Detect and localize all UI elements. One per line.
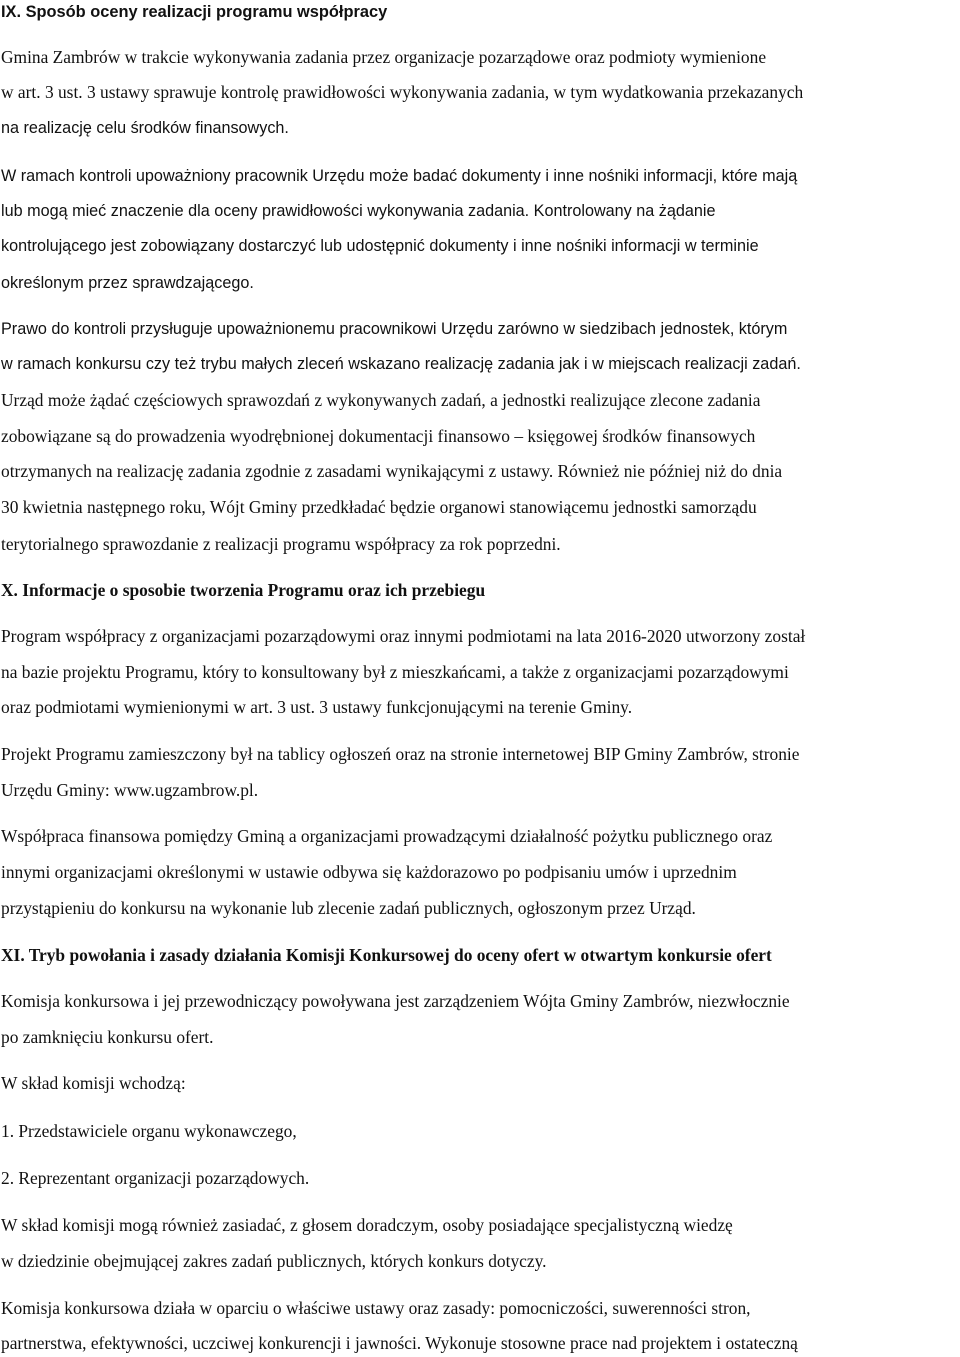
paragraph-line: w dziedzinie obejmującej zakres zadań publicznych, których konkurs dotyczy.: [1, 1251, 547, 1271]
paragraph-line: Współpraca finansowa pomiędzy Gminą a organizacjami prowadzącymi działalność pożytku publicznego oraz: [1, 826, 773, 846]
paragraph-line: na realizację celu środków finansowych.: [1, 119, 289, 137]
paragraph-line: po zamknięciu konkursu ofert.: [1, 1027, 214, 1047]
paragraph-line: oraz podmiotami wymienionymi w art. 3 ust. 3 ustawy funkcjonującymi na terenie Gminy.: [1, 697, 633, 717]
section-heading-x: X. Informacje o sposobie tworzenia Programu oraz ich przebiegu: [1, 580, 486, 600]
paragraph-line: innymi organizacjami określonymi w ustawie odbywa się każdorazowo po podpisaniu umów i uprzednim: [1, 862, 737, 882]
paragraph-line: zobowiązane są do prowadzenia wyodrębnionej dokumentacji finansowo – księgowej środków finansowych: [1, 426, 756, 446]
list-item: 1. Przedstawiciele organu wykonawczego,: [1, 1121, 297, 1141]
paragraph-line: Projekt Programu zamieszczony był na tablicy ogłoszeń oraz na stronie internetowej BIP Gminy Zambrów, stronie: [1, 744, 800, 764]
paragraph-line: określonym przez sprawdzającego.: [1, 274, 254, 292]
paragraph-line: lub mogą mieć znaczenie dla oceny prawidłowości wykonywania zadania. Kontrolowany na żądanie: [1, 202, 716, 220]
paragraph-line: otrzymanych na realizację zadania zgodnie z zasadami wynikającymi z ustawy. Również nie później niż do dnia: [1, 461, 783, 481]
paragraph-line: w art. 3 ust. 3 ustawy sprawuje kontrolę prawidłowości wykonywania zadania, w tym wydatkowania przekazanych: [1, 82, 804, 102]
paragraph-line: Urząd może żądać częściowych sprawozdań z wykonywanych zadań, a jednostki realizujące zlecone zadania: [1, 390, 761, 410]
paragraph-line: Komisja konkursowa działa w oparciu o właściwe ustawy oraz zasady: pomocniczości, suwerenności stron,: [1, 1298, 751, 1318]
paragraph-line: 30 kwietnia następnego roku, Wójt Gminy przedkładać będzie organowi stanowiącemu jednostki samorządu: [1, 497, 757, 517]
paragraph-line: Prawo do kontroli przysługuje upoważnionemu pracownikowi Urzędu zarówno w siedzibach jednostek, którym: [1, 320, 788, 338]
paragraph-line: Program współpracy z organizacjami pozarządowymi oraz innymi podmiotami na lata 2016-2020 utworzony został: [1, 626, 806, 646]
paragraph-line: W ramach kontroli upoważniony pracownik Urzędu może badać dokumenty i inne nośniki informacji, które mają: [1, 167, 798, 185]
section-heading-xi: XI. Tryb powołania i zasady działania Komisji Konkursowej do oceny ofert w otwartym konkursie ofert: [1, 945, 772, 965]
paragraph-line: terytorialnego sprawozdanie z realizacji programu współpracy za rok poprzedni.: [1, 534, 561, 554]
list-item: 2. Reprezentant organizacji pozarządowych.: [1, 1168, 310, 1188]
paragraph-line: przystąpieniu do konkursu na wykonanie lub zlecenie zadań publicznych, ogłoszonym przez Urząd.: [1, 898, 696, 918]
paragraph-line: na bazie projektu Programu, który to konsultowany był z mieszkańcami, a także z organizacjami pozarządowymi: [1, 662, 789, 682]
paragraph-line: Komisja konkursowa i jej przewodniczący powoływana jest zarządzeniem Wójta Gminy Zambrów, niezwłocznie: [1, 991, 790, 1011]
paragraph-line: w ramach konkursu czy też trybu małych zleceń wskazano realizację zadania jak i w miejscach realizacji zadań.: [1, 355, 801, 373]
paragraph-line: W skład komisji mogą również zasiadać, z głosem doradczym, osoby posiadające specjalistyczną wiedzę: [1, 1215, 733, 1235]
paragraph-line: Urzędu Gminy: www.ugzambrow.pl.: [1, 780, 259, 800]
paragraph-line: W skład komisji wchodzą:: [1, 1073, 186, 1093]
paragraph-line: Gmina Zambrów w trakcie wykonywania zadania przez organizacje pozarządowe oraz podmioty wymienione: [1, 47, 767, 67]
paragraph-line: kontrolującego jest zobowiązany dostarczyć lub udostępnić dokumenty i inne nośniki informacji w terminie: [1, 237, 759, 255]
section-heading-ix: IX. Sposób oceny realizacji programu współpracy: [1, 3, 388, 21]
paragraph-line: partnerstwa, efektywności, uczciwej konkurencji i jawności. Wykonuje stosowne prace nad projektem i ostateczną: [1, 1333, 798, 1353]
